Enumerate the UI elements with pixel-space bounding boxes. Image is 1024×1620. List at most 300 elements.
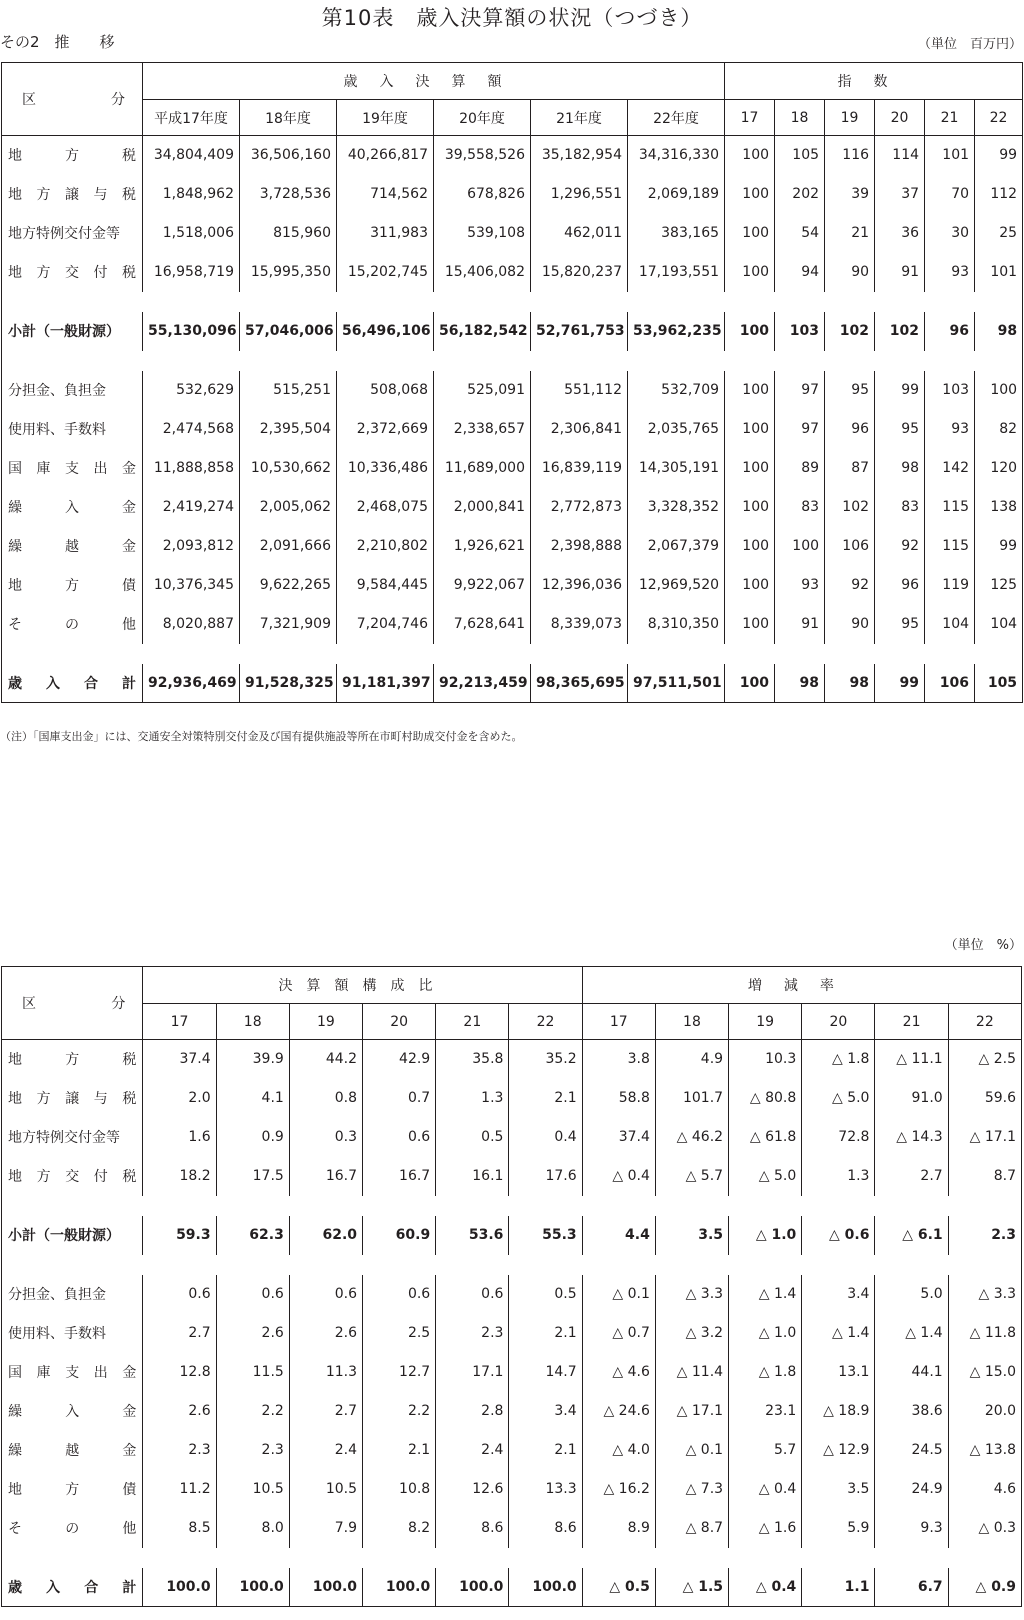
value-cell: 35.2 — [509, 1040, 582, 1079]
value-cell: △ 0.9 — [948, 1568, 1021, 1607]
row-label: 歳入合計 — [2, 1568, 143, 1607]
value-cell: 0.6 — [436, 1275, 509, 1314]
value-cell: △ 1.6 — [729, 1509, 802, 1548]
value-cell: △ 0.3 — [948, 1509, 1021, 1548]
value-cell: 72.8 — [802, 1118, 875, 1157]
value-cell: 98 — [875, 449, 925, 488]
value-cell: 8.7 — [948, 1157, 1021, 1196]
value-cell: 92,213,459 — [434, 664, 531, 703]
footnote: （注）「国庫支出金」には、交通安全対策特別交付金及び国有提供施設等所在市町村助成交付金を含めた。 — [0, 730, 523, 743]
value-cell: 100 — [725, 664, 775, 703]
value-cell: 15,995,350 — [240, 253, 337, 292]
value-cell: 2.1 — [509, 1431, 582, 1470]
value-cell: 98 — [775, 664, 825, 703]
value-cell: 0.6 — [363, 1275, 436, 1314]
value-cell: 100 — [725, 527, 775, 566]
value-cell: 3.5 — [802, 1470, 875, 1509]
value-cell: 55.3 — [509, 1216, 582, 1255]
index-year-header: 17 — [725, 100, 775, 136]
value-cell: 97,511,501 — [628, 664, 725, 703]
value-cell: 36 — [875, 214, 925, 253]
value-cell: 10,336,486 — [337, 449, 434, 488]
value-cell: 11.5 — [216, 1353, 289, 1392]
value-cell: 34,316,330 — [628, 136, 725, 175]
value-cell: 87 — [825, 449, 875, 488]
value-cell: 15,406,082 — [434, 253, 531, 292]
value-cell: 10,376,345 — [143, 566, 240, 605]
value-cell: 18.2 — [143, 1157, 216, 1196]
value-cell: △ 18.9 — [802, 1392, 875, 1431]
row-label: 地方特例交付金等 — [2, 214, 143, 253]
row-label: 国庫支出金 — [2, 449, 143, 488]
value-cell: △ 11.1 — [875, 1040, 948, 1079]
table-row — [2, 312, 1023, 351]
value-cell: △ 13.8 — [948, 1431, 1021, 1470]
row-label: 地方税 — [2, 136, 143, 175]
kubun-header-right: 分 — [111, 92, 125, 108]
value-cell: 14.7 — [509, 1353, 582, 1392]
value-cell: 91,528,325 — [240, 664, 337, 703]
kubun-header — [2, 967, 143, 1040]
value-cell: 13.3 — [509, 1470, 582, 1509]
value-cell: 2,035,765 — [628, 410, 725, 449]
value-cell: 104 — [925, 605, 975, 644]
change-year-header: 20 — [802, 1004, 875, 1040]
value-cell: 100 — [725, 449, 775, 488]
table-row — [2, 1431, 1022, 1470]
value-cell: 2.2 — [363, 1392, 436, 1431]
value-cell: △ 11.8 — [948, 1314, 1021, 1353]
value-cell: 100.0 — [289, 1568, 362, 1607]
value-cell: 2,372,669 — [337, 410, 434, 449]
value-cell: 93 — [775, 566, 825, 605]
value-cell: 100 — [725, 488, 775, 527]
value-cell: 60.9 — [363, 1216, 436, 1255]
value-cell: 99 — [875, 371, 925, 410]
kubun-header-left: 区 — [22, 996, 36, 1012]
value-cell: 53.6 — [436, 1216, 509, 1255]
row-label: 小計（一般財源） — [2, 1216, 143, 1255]
value-cell: 1.6 — [143, 1118, 216, 1157]
revenue-amount-table — [1, 62, 1023, 703]
value-cell: 9,584,445 — [337, 566, 434, 605]
value-cell: 102 — [825, 488, 875, 527]
value-cell: 94 — [775, 253, 825, 292]
value-cell: △ 7.3 — [655, 1470, 728, 1509]
value-cell: 105 — [975, 664, 1023, 703]
value-cell: 100.0 — [216, 1568, 289, 1607]
value-cell: 2,338,657 — [434, 410, 531, 449]
value-cell: 97 — [775, 410, 825, 449]
value-cell: 11,689,000 — [434, 449, 531, 488]
table-row — [2, 1353, 1022, 1392]
value-cell: 100.0 — [436, 1568, 509, 1607]
row-label: 地方債 — [2, 566, 143, 605]
value-cell: 98 — [975, 312, 1023, 351]
value-cell: 16.7 — [289, 1157, 362, 1196]
value-cell: 59.3 — [143, 1216, 216, 1255]
value-cell: △ 17.1 — [948, 1118, 1021, 1157]
value-cell: 56,496,106 — [337, 312, 434, 351]
value-cell: 97 — [775, 371, 825, 410]
table-row — [2, 1079, 1022, 1118]
amount-group-header: 歳入決算額 — [143, 63, 725, 100]
value-cell: 0.6 — [363, 1118, 436, 1157]
value-cell: △ 6.1 — [875, 1216, 948, 1255]
value-cell: 4.4 — [582, 1216, 655, 1255]
value-cell: △ 1.4 — [802, 1314, 875, 1353]
value-cell: 2,091,666 — [240, 527, 337, 566]
value-cell: 0.6 — [289, 1275, 362, 1314]
spacer-row — [2, 1255, 1022, 1275]
value-cell: 34,804,409 — [143, 136, 240, 175]
value-cell: △ 1.4 — [875, 1314, 948, 1353]
table-row — [2, 1470, 1022, 1509]
value-cell: 2.4 — [436, 1431, 509, 1470]
table-row — [2, 1040, 1022, 1079]
table-row — [2, 1275, 1022, 1314]
value-cell: △ 11.4 — [655, 1353, 728, 1392]
table-row — [2, 1392, 1022, 1431]
value-cell: △ 0.4 — [582, 1157, 655, 1196]
value-cell: 4.9 — [655, 1040, 728, 1079]
spacer-row — [2, 1548, 1022, 1568]
row-label: 地方交付税 — [2, 253, 143, 292]
value-cell: 10,530,662 — [240, 449, 337, 488]
spacer-cell — [2, 351, 1023, 371]
value-cell: 0.9 — [216, 1118, 289, 1157]
value-cell: 2.6 — [289, 1314, 362, 1353]
value-cell: △ 0.5 — [582, 1568, 655, 1607]
value-cell: △ 3.3 — [655, 1275, 728, 1314]
value-cell: 515,251 — [240, 371, 337, 410]
row-label: 歳入合計 — [2, 664, 143, 703]
row-label: その他 — [2, 1509, 143, 1548]
value-cell: 3.4 — [802, 1275, 875, 1314]
year-header: 20年度 — [434, 100, 531, 136]
value-cell: 678,826 — [434, 175, 531, 214]
unit-label-bottom: （単位 %） — [944, 938, 1022, 953]
value-cell: 2,772,873 — [531, 488, 628, 527]
value-cell: 3.4 — [509, 1392, 582, 1431]
value-cell: 8.5 — [143, 1509, 216, 1548]
value-cell: 100.0 — [509, 1568, 582, 1607]
value-cell: 115 — [925, 488, 975, 527]
value-cell: 37 — [875, 175, 925, 214]
value-cell: 7,628,641 — [434, 605, 531, 644]
table-row — [2, 1216, 1022, 1255]
row-label: 使用料、手数料 — [2, 1314, 143, 1353]
value-cell: 21 — [825, 214, 875, 253]
value-cell: △ 5.0 — [729, 1157, 802, 1196]
value-cell: 0.6 — [216, 1275, 289, 1314]
table-row — [2, 371, 1023, 410]
table-row — [2, 1314, 1022, 1353]
value-cell: 9,622,265 — [240, 566, 337, 605]
row-label: 繰越金 — [2, 527, 143, 566]
value-cell: 116 — [825, 136, 875, 175]
value-cell: 1.3 — [802, 1157, 875, 1196]
table-row — [2, 253, 1023, 292]
value-cell: 58.8 — [582, 1079, 655, 1118]
row-label: 繰越金 — [2, 1431, 143, 1470]
value-cell: 98 — [825, 664, 875, 703]
value-cell: 106 — [825, 527, 875, 566]
value-cell: 23.1 — [729, 1392, 802, 1431]
value-cell: 2.7 — [875, 1157, 948, 1196]
value-cell: 11.2 — [143, 1470, 216, 1509]
value-cell: 100 — [725, 136, 775, 175]
value-cell: 95 — [825, 371, 875, 410]
value-cell: 82 — [975, 410, 1023, 449]
table-row — [2, 136, 1023, 175]
value-cell: 2.3 — [436, 1314, 509, 1353]
row-label: 分担金、負担金 — [2, 371, 143, 410]
value-cell: 99 — [975, 527, 1023, 566]
value-cell: 714,562 — [337, 175, 434, 214]
value-cell: 2.1 — [363, 1431, 436, 1470]
value-cell: 10.3 — [729, 1040, 802, 1079]
value-cell: 311,983 — [337, 214, 434, 253]
value-cell: 5.9 — [802, 1509, 875, 1548]
value-cell: 202 — [775, 175, 825, 214]
value-cell: △ 24.6 — [582, 1392, 655, 1431]
spacer-row — [2, 644, 1023, 664]
value-cell: 2.1 — [509, 1314, 582, 1353]
value-cell: 103 — [775, 312, 825, 351]
value-cell: 100 — [725, 214, 775, 253]
value-cell: 1,296,551 — [531, 175, 628, 214]
index-year-header: 22 — [975, 100, 1023, 136]
value-cell: 1,848,962 — [143, 175, 240, 214]
ratio-year-header: 17 — [143, 1004, 216, 1040]
row-label: 使用料、手数料 — [2, 410, 143, 449]
value-cell: 8,339,073 — [531, 605, 628, 644]
value-cell: 3.8 — [582, 1040, 655, 1079]
value-cell: 0.5 — [509, 1275, 582, 1314]
value-cell: 10.5 — [216, 1470, 289, 1509]
index-year-header: 20 — [875, 100, 925, 136]
value-cell: 2.2 — [216, 1392, 289, 1431]
value-cell: △ 8.7 — [655, 1509, 728, 1548]
value-cell: 39 — [825, 175, 875, 214]
value-cell: 24.5 — [875, 1431, 948, 1470]
value-cell: 2.6 — [143, 1392, 216, 1431]
row-label: 地方債 — [2, 1470, 143, 1509]
value-cell: 532,709 — [628, 371, 725, 410]
spacer-cell — [2, 292, 1023, 312]
value-cell: △ 3.3 — [948, 1275, 1021, 1314]
year-header: 22年度 — [628, 100, 725, 136]
value-cell: 102 — [875, 312, 925, 351]
table-row — [2, 410, 1023, 449]
table-row — [2, 664, 1023, 703]
value-cell: 42.9 — [363, 1040, 436, 1079]
value-cell: 100.0 — [143, 1568, 216, 1607]
value-cell: 38.6 — [875, 1392, 948, 1431]
value-cell: 1,926,621 — [434, 527, 531, 566]
value-cell: △ 1.4 — [729, 1275, 802, 1314]
table-row — [2, 605, 1023, 644]
value-cell: 8.0 — [216, 1509, 289, 1548]
value-cell: 106 — [925, 664, 975, 703]
value-cell: △ 5.0 — [802, 1079, 875, 1118]
value-cell: 114 — [875, 136, 925, 175]
value-cell: △ 61.8 — [729, 1118, 802, 1157]
row-label: 国庫支出金 — [2, 1353, 143, 1392]
value-cell: 36,506,160 — [240, 136, 337, 175]
value-cell: 70 — [925, 175, 975, 214]
value-cell: 92 — [875, 527, 925, 566]
value-cell: 91.0 — [875, 1079, 948, 1118]
value-cell: 100 — [725, 253, 775, 292]
value-cell: 17.5 — [216, 1157, 289, 1196]
value-cell: 11,888,858 — [143, 449, 240, 488]
ratio-year-header: 19 — [289, 1004, 362, 1040]
value-cell: 2.7 — [289, 1392, 362, 1431]
value-cell: △ 1.0 — [729, 1314, 802, 1353]
value-cell: 12.7 — [363, 1353, 436, 1392]
value-cell: 53,962,235 — [628, 312, 725, 351]
value-cell: △ 2.5 — [948, 1040, 1021, 1079]
value-cell: 91,181,397 — [337, 664, 434, 703]
value-cell: 100 — [725, 371, 775, 410]
value-cell: 59.6 — [948, 1079, 1021, 1118]
value-cell: △ 0.6 — [802, 1216, 875, 1255]
value-cell: 98,365,695 — [531, 664, 628, 703]
row-label: 地方交付税 — [2, 1157, 143, 1196]
value-cell: 92,936,469 — [143, 664, 240, 703]
value-cell: 525,091 — [434, 371, 531, 410]
row-label: 地方税 — [2, 1040, 143, 1079]
value-cell: 0.4 — [509, 1118, 582, 1157]
value-cell: 2,210,802 — [337, 527, 434, 566]
unit-label-top: （単位 百万円） — [917, 37, 1022, 52]
value-cell: 44.2 — [289, 1040, 362, 1079]
value-cell: 62.3 — [216, 1216, 289, 1255]
value-cell: 100 — [725, 605, 775, 644]
value-cell: 100 — [725, 312, 775, 351]
value-cell: △ 1.8 — [802, 1040, 875, 1079]
spacer-cell — [2, 1196, 1022, 1216]
value-cell: 2.1 — [509, 1079, 582, 1118]
value-cell: 2,419,274 — [143, 488, 240, 527]
spacer-row — [2, 292, 1023, 312]
index-year-header: 19 — [825, 100, 875, 136]
value-cell: 2,306,841 — [531, 410, 628, 449]
value-cell: 100 — [975, 371, 1023, 410]
value-cell: 105 — [775, 136, 825, 175]
value-cell: △ 0.1 — [655, 1431, 728, 1470]
value-cell: 0.7 — [363, 1079, 436, 1118]
value-cell: 12,969,520 — [628, 566, 725, 605]
value-cell: 96 — [825, 410, 875, 449]
value-cell: △ 0.7 — [582, 1314, 655, 1353]
value-cell: 35.8 — [436, 1040, 509, 1079]
change-year-header: 18 — [655, 1004, 728, 1040]
value-cell: 54 — [775, 214, 825, 253]
value-cell: 2.8 — [436, 1392, 509, 1431]
table-row — [2, 214, 1023, 253]
value-cell: 83 — [875, 488, 925, 527]
page-title: 第10表 歳入決算額の状況（つづき） — [321, 6, 703, 30]
change-group-header: 増減率 — [582, 967, 1021, 1004]
value-cell: 2,000,841 — [434, 488, 531, 527]
value-cell: 40,266,817 — [337, 136, 434, 175]
row-label: 繰入金 — [2, 488, 143, 527]
value-cell: 14,305,191 — [628, 449, 725, 488]
value-cell: 96 — [925, 312, 975, 351]
value-cell: 100 — [725, 175, 775, 214]
value-cell: 37.4 — [143, 1040, 216, 1079]
value-cell: 1.3 — [436, 1079, 509, 1118]
value-cell: 8,020,887 — [143, 605, 240, 644]
year-header: 平成17年度 — [143, 100, 240, 136]
ratio-year-header: 18 — [216, 1004, 289, 1040]
value-cell: 95 — [875, 410, 925, 449]
table-row — [2, 1118, 1022, 1157]
value-cell: 24.9 — [875, 1470, 948, 1509]
value-cell: 91 — [775, 605, 825, 644]
value-cell: 4.6 — [948, 1470, 1021, 1509]
table-row — [2, 1568, 1022, 1607]
value-cell: 37.4 — [582, 1118, 655, 1157]
value-cell: 83 — [775, 488, 825, 527]
value-cell: 2,093,812 — [143, 527, 240, 566]
table-row — [2, 488, 1023, 527]
kubun-header — [2, 63, 143, 136]
value-cell: 16,839,119 — [531, 449, 628, 488]
value-cell: 93 — [925, 410, 975, 449]
spacer-cell — [2, 644, 1023, 664]
value-cell: 15,820,237 — [531, 253, 628, 292]
value-cell: △ 4.6 — [582, 1353, 655, 1392]
value-cell: 2.6 — [216, 1314, 289, 1353]
row-label: 小計（一般財源） — [2, 312, 143, 351]
row-label: 地方特例交付金等 — [2, 1118, 143, 1157]
value-cell: 2,474,568 — [143, 410, 240, 449]
table-row — [2, 175, 1023, 214]
ratio-year-header: 22 — [509, 1004, 582, 1040]
value-cell: △ 46.2 — [655, 1118, 728, 1157]
value-cell: 17.6 — [509, 1157, 582, 1196]
value-cell: 10.5 — [289, 1470, 362, 1509]
value-cell: 11.3 — [289, 1353, 362, 1392]
value-cell: △ 1.8 — [729, 1353, 802, 1392]
value-cell: 0.3 — [289, 1118, 362, 1157]
value-cell: 2.3 — [216, 1431, 289, 1470]
value-cell: 56,182,542 — [434, 312, 531, 351]
value-cell: 35,182,954 — [531, 136, 628, 175]
value-cell: 2,067,379 — [628, 527, 725, 566]
table-row — [2, 1509, 1022, 1548]
value-cell: 0.6 — [143, 1275, 216, 1314]
value-cell: 5.0 — [875, 1275, 948, 1314]
value-cell: 17.1 — [436, 1353, 509, 1392]
value-cell: 100.0 — [363, 1568, 436, 1607]
value-cell: 4.1 — [216, 1079, 289, 1118]
change-year-header: 22 — [948, 1004, 1021, 1040]
value-cell: 7.9 — [289, 1509, 362, 1548]
value-cell: 13.1 — [802, 1353, 875, 1392]
row-label: 地方譲与税 — [2, 175, 143, 214]
value-cell: △ 0.1 — [582, 1275, 655, 1314]
spacer-cell — [2, 1255, 1022, 1275]
value-cell: 7,204,746 — [337, 605, 434, 644]
value-cell: △ 0.4 — [729, 1470, 802, 1509]
value-cell: 12.6 — [436, 1470, 509, 1509]
value-cell: 120 — [975, 449, 1023, 488]
